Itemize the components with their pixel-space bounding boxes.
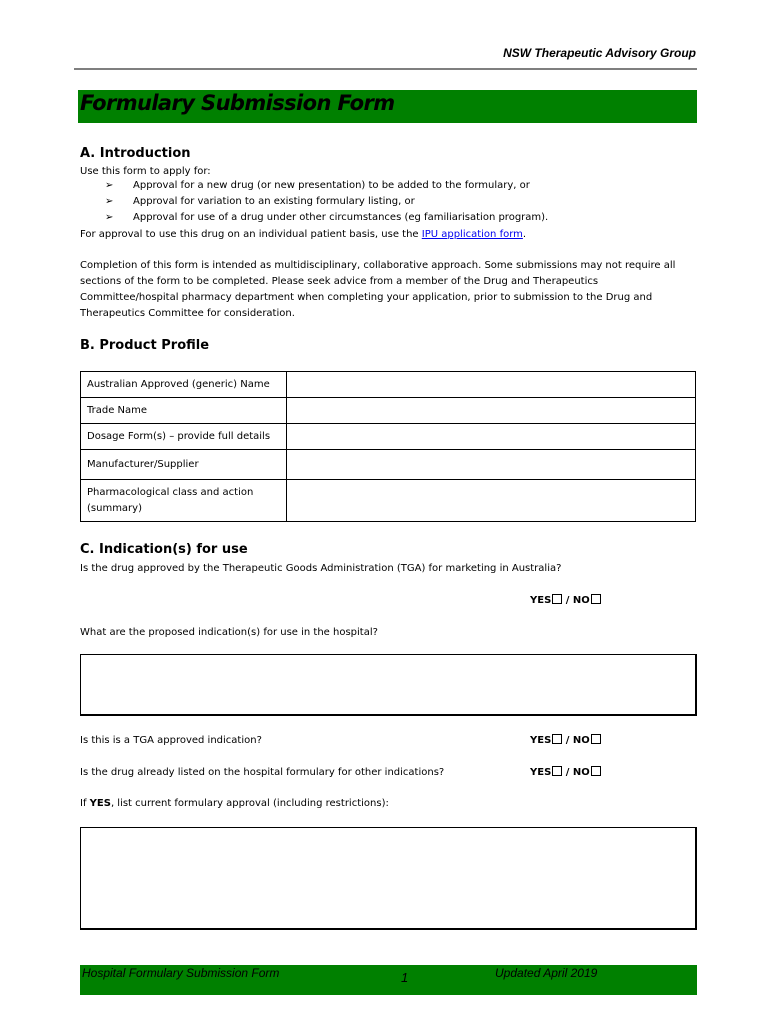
yes-no-choice: YES / NO — [530, 766, 601, 778]
bullet-item: ➢ Approval for a new drug (or new presentation) to be added to the formulary, or — [105, 180, 530, 191]
no-checkbox[interactable] — [591, 734, 601, 744]
yes-checkbox[interactable] — [552, 734, 562, 744]
proposed-indications-field[interactable] — [80, 654, 697, 716]
generic-name-field[interactable] — [287, 372, 696, 398]
table-row — [81, 480, 696, 522]
row-label: Pharmacological class and action (summary) — [81, 480, 287, 522]
question-already-listed: Is the drug already listed on the hospital formulary for other indications? — [80, 767, 445, 778]
table-row — [81, 424, 696, 450]
footer-updated-date: Updated April 2019 — [495, 966, 598, 980]
question-tga-approved: Is the drug approved by the Therapeutic Goods Administration (TGA) for marketing in Australia? — [80, 563, 562, 574]
no-checkbox[interactable] — [591, 766, 601, 776]
row-label: Dosage Form(s) – provide full details — [81, 424, 287, 450]
ipu-note: For approval to use this drug on an individual patient basis, use the IPU application form. — [80, 229, 527, 240]
yes-checkbox[interactable] — [552, 766, 562, 776]
section-a-heading: A. Introduction — [80, 146, 191, 161]
question-tga-indication: Is this is a TGA approved indication? — [80, 735, 262, 746]
yes-checkbox[interactable] — [552, 594, 562, 604]
pharmacological-class-field[interactable] — [287, 480, 696, 522]
question-proposed-indications: What are the proposed indication(s) for use in the hospital? — [80, 627, 378, 638]
row-label: Australian Approved (generic) Name — [81, 372, 287, 398]
table-row — [81, 450, 696, 480]
page-title: Formulary Submission Form — [80, 91, 395, 115]
bullet-item: ➢ Approval for variation to an existing formulary listing, or — [105, 196, 415, 207]
question-current-approval: If YES, list current formulary approval (including restrictions): — [80, 798, 389, 809]
footer-form-name: Hospital Formulary Submission Form — [82, 966, 280, 980]
header-org: NSW Therapeutic Advisory Group — [503, 46, 696, 60]
no-checkbox[interactable] — [591, 594, 601, 604]
current-approval-field[interactable] — [80, 827, 697, 930]
row-label: Manufacturer/Supplier — [81, 450, 287, 480]
completion-paragraph: Completion of this form is intended as multidisciplinary, collaborative approach. Some submissions may not require all sections of the form to be completed. Please seek advice from a member of the Drug and Therapeutics Committee/hospital pharmacy department when completing your application, prior to submission to the Drug and Therapeutics Committee for consideration. — [80, 260, 676, 319]
page-number: 1 — [401, 970, 409, 985]
section-a-intro: Use this form to apply for: — [80, 166, 211, 177]
product-profile-table — [80, 371, 696, 522]
table-row — [81, 398, 696, 424]
arrow-bullet-icon: ➢ — [105, 196, 114, 207]
ipu-form-link[interactable]: IPU application form — [421, 229, 523, 240]
manufacturer-field[interactable] — [287, 450, 696, 480]
header-divider — [74, 68, 697, 70]
arrow-bullet-icon: ➢ — [105, 212, 114, 223]
title-banner — [78, 90, 697, 123]
section-b-heading: B. Product Profile — [80, 338, 210, 353]
yes-no-choice: YES / NO — [530, 734, 601, 746]
dosage-form-field[interactable] — [287, 424, 696, 450]
bullet-item: ➢ Approval for use of a drug under other circumstances (eg familiarisation program). — [105, 212, 549, 223]
yes-no-choice: YES / NO — [530, 594, 601, 606]
footer-bar — [80, 965, 697, 995]
section-c-heading: C. Indication(s) for use — [80, 542, 248, 557]
table-row — [81, 372, 696, 398]
arrow-bullet-icon: ➢ — [105, 180, 114, 191]
row-label: Trade Name — [81, 398, 287, 424]
trade-name-field[interactable] — [287, 398, 696, 424]
